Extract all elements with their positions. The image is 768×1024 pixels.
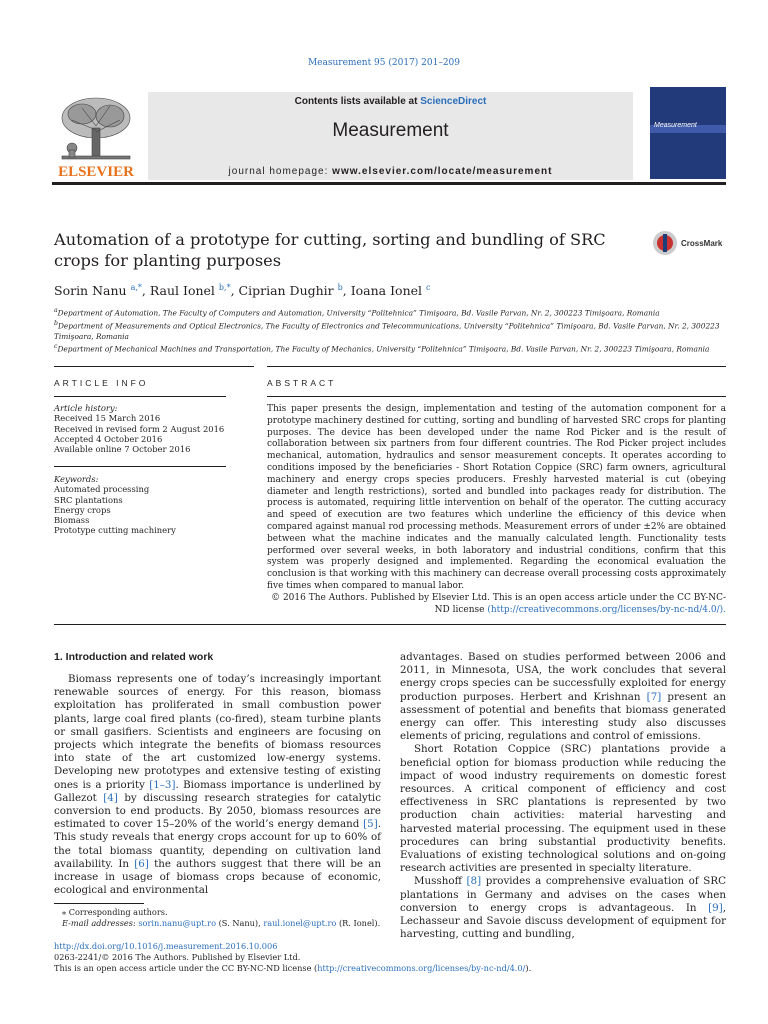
corresponding-footnote [62, 907, 382, 929]
footnote-rule [54, 903, 144, 904]
author-name[interactable]: Ioana Ionel [350, 283, 423, 299]
ref-link[interactable]: [6] [134, 857, 149, 870]
contents-line [148, 96, 633, 107]
keyword-item: Automated processing [54, 484, 150, 495]
history-item: Accepted 4 October 2016 [54, 433, 163, 444]
abstract-rule [267, 366, 726, 367]
abstract-bottom-rule [54, 624, 726, 625]
keywords-label: Keywords: [54, 474, 99, 484]
abstract-license [267, 593, 726, 617]
abstract-text: This paper presents the design, implementation and testing of the automation component for a prototype machinery destined for cutting, sorting and bundling of harvested SRC crops for planting purposes. The device has been developed under the name Rod Picker and is the result of collaboration between six partners from four different countries. The Rod Picker project includes mechanical, automation, hydraulics and sensor measurement concepts. It operates according to conditions imposed by the beneficiaries - Short Rotation Coppice (SRC) farm owners, agricultural machinery and energy crops species producers. Freshly harvested material is cut (obeying diameter and length restrictions), sorted and bundled into packages ready for distribution. The process is automated, requiring little intervention on behalf of the operator. The cutting accuracy and speed of execution are two features which underline the efficiency of this device when compared against manual rod processing methods. Measurement errors of under ±2% are obtained between what the machine indicates and the manually calculated length. Functionality tests performed over several weeks, in both laboratory and industrial conditions, confirm that this system was properly designed and implemented. Regarding the economical evaluation the conclusion is that working with this machinery can decrease overall processing costs approximately five times when compared to manual labor. [267, 404, 726, 591]
oa-license-link[interactable]: http://creativecommons.org/licenses/by-nc-nd/4.0/ [317, 963, 526, 973]
author-name[interactable]: Ciprian Dughir [238, 283, 334, 299]
article-history [54, 403, 226, 454]
keyword-item: Prototype cutting machinery [54, 525, 176, 536]
author-name[interactable]: Sorin Nanu [54, 283, 127, 299]
info-rule-inner [54, 396, 226, 397]
author-affiliation-mark[interactable]: b,* [218, 283, 231, 292]
history-item: Received 15 March 2016 [54, 413, 161, 424]
author-name[interactable]: Raul Ionel [149, 283, 215, 299]
sciencedirect-link[interactable]: ScienceDirect [420, 96, 487, 107]
keywords [54, 474, 226, 536]
article-title: Automation of a prototype for cutting, sorting and bundling of SRC crops for planting purposes [54, 230, 606, 270]
crossmark-icon [652, 230, 678, 256]
history-label: Article history: [54, 403, 118, 413]
affiliation-item: $^b$Department of Measurements and Optical Electronics, The Faculty of Electronics and Telecommunications, University “Politehnica” Timişoara, Bd. Vasile Parvan, Nr. 2, 300223 Timişoara, Romania [54, 319, 720, 341]
crossmark-badge[interactable] [652, 230, 722, 256]
homepage-link[interactable]: www.elsevier.com/locate/measurement [332, 166, 553, 177]
contents-prefix: Contents lists available at [294, 96, 421, 107]
keyword-item: Biomass [54, 515, 90, 526]
open-access-line: This is an open access article under the CC BY-NC-ND license (http://creativecommons.org/licenses/by-nc-nd/4.0/). [54, 963, 532, 973]
info-rule [54, 366, 254, 367]
keyword-item: Energy crops [54, 504, 111, 515]
author-affiliation-mark[interactable]: b [337, 283, 343, 292]
journal-name: Measurement [332, 120, 449, 141]
license-text: © 2016 The Authors. Published by Elsevier Ltd. This is an open access article under the CC BY-NC-ND license [271, 592, 726, 615]
paragraph: Short Rotation Coppice (SRC) plantations provide a beneficial option for biomass production while reducing the impact of wood industry requirements on domestic forest resources. A critical component of efficiency and cost effectiveness in SRC plantations is represented by two production chain activities: material harvesting and harvested material processing. The equipment used in these procedures can bring substantial productivity benefits. Evaluations of existing technological solutions and on-going research activities are presented in specialty literature. [400, 743, 726, 875]
history-item: Available online 7 October 2016 [54, 444, 191, 455]
author-list: Sorin Nanu $^{a,*}$, Raul Ionel $^{b,*}$, Ciprian Dughir $^b$, Ioana Ionel $^c$ [54, 283, 431, 299]
right-column [400, 651, 726, 941]
abstract-rule-inner [267, 396, 726, 397]
history-item: Received in revised form 2 August 2016 [54, 423, 225, 434]
ref-link[interactable]: [5] [363, 818, 378, 831]
doi-link[interactable]: http://dx.doi.org/10.1016/j.measurement.2016.10.006 [54, 941, 278, 951]
ref-link[interactable]: [9] [708, 901, 723, 914]
keyword-item: SRC plantations [54, 494, 123, 505]
paragraph: Biomass represents one of today’s increasingly important renewable sources of energy. For this reason, biomass exploitation has proliferated in small combustion power plants, large coal fired plants (co-fired), steam turbine plants or small gasifiers. Scientists and engineers are focusing on projects which integrate the benefits of biomass resources into state of the art customized low-energy systems. Developing new prototypes and extensive testing of existing ones is a priority [1–3]. Biomass importance is underlined by Gallezot [4] by discussing research strategies for catalytic conversion to end products. By 2050, biomass resources are estimated to cover 15–20% of the world’s energy demand [5]. This study reveals that energy crops account for up to 60% of the total biomass quantity, depending on cultivation land availability. In [6] the authors suggest that there will be an increase in usage of biomass crops because of economic, ecological and environmental [54, 673, 382, 897]
license-link[interactable]: (http://creativecommons.org/licenses/by-nc-nd/4.0/). [487, 604, 726, 615]
elsevier-tree-logo [52, 90, 140, 182]
elsevier-wordmark: ELSEVIER [58, 164, 134, 180]
crossmark-label: CrossMark [681, 238, 723, 248]
journal-homepage [148, 166, 633, 177]
homepage-prefix: journal homepage: [228, 166, 333, 177]
abstract-heading: ABSTRACT [267, 378, 337, 388]
section-heading: 1. Introduction and related work [54, 651, 214, 663]
keywords-rule [54, 466, 226, 467]
corresponding-note: ⁎ Corresponding authors. [62, 907, 168, 917]
ref-link[interactable]: [8] [466, 875, 482, 888]
doi-block [54, 941, 734, 974]
ref-link[interactable]: [4] [103, 791, 118, 804]
email-link[interactable]: sorin.nanu@upt.ro [138, 918, 217, 928]
issn-line: 0263-2241/© 2016 The Authors. Published by Elsevier Ltd. [54, 952, 301, 962]
email-line: E-mail addresses: sorin.nanu@upt.ro (S. Nanu), raul.ionel@upt.ro (R. Ionel). [62, 918, 381, 928]
author-affiliation-mark[interactable]: c [426, 283, 431, 292]
paragraph: Musshoff [8] provides a comprehensive evaluation of SRC plantations in Germany and advises on the cases when conversion to energy crops is advantageous. In [9], Lechasseur and Savoie discuss development of equipment for harvesting, cutting and bundling, [400, 875, 726, 941]
journal-cover-image [650, 87, 726, 179]
ref-link[interactable]: [1–3] [149, 778, 176, 791]
affiliation-item: $^c$Department of Mechanical Machines and Transportation, The Faculty of Mechanics, University “Politehnica” Timişoara, Bd. Vasile Parvan, Nr. 2, 300223 Timişoara, Romania [54, 343, 710, 354]
left-column [54, 673, 381, 897]
journal-citation[interactable]: Measurement 95 (2017) 201–209 [307, 58, 461, 68]
article-info-heading: ARTICLE INFO [54, 378, 149, 388]
email-link[interactable]: raul.ionel@upt.ro [263, 918, 337, 928]
header-rule [52, 182, 726, 185]
paragraph: advantages. Based on studies performed between 2006 and 2011, in Minnesota, USA, the work concludes that several energy crops species can be successfully exploited for energy production purposes. Herbert and Krishnan [7] present an assessment of potential and benefits that biomass generated energy can offer. This interesting study also discusses elements of pricing, regulations and control of emissions. [400, 651, 726, 743]
author-affiliation-mark[interactable]: a,* [130, 283, 142, 292]
affiliation-item: $^a$Department of Automation, The Faculty of Computers and Automation, University “Politehnica” Timişoara, Bd. Vasile Parvan, Nr. 2, 300223 Timişoara, Romania [54, 307, 660, 318]
affiliations [54, 306, 724, 355]
ref-link[interactable]: [7] [646, 690, 662, 703]
abstract-body [267, 404, 726, 616]
cover-title: Measurement [654, 122, 697, 129]
